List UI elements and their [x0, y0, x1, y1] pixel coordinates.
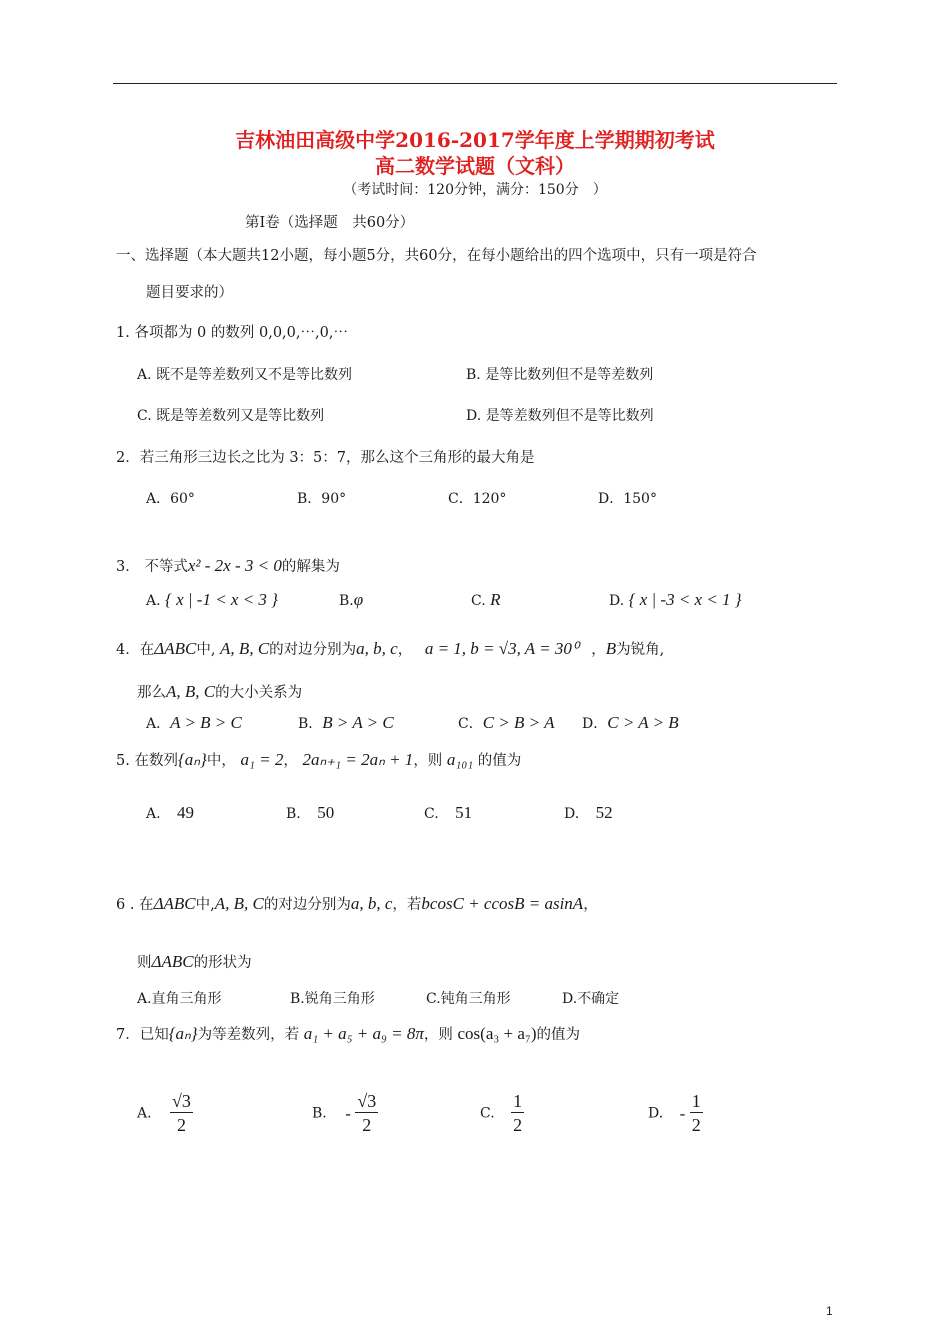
q7-option-d-denominator: 2	[691, 1115, 701, 1135]
q3-option-b-math: φ	[353, 590, 364, 609]
q3-option-d-label: D.	[609, 593, 625, 609]
q7-option-b-label: B.	[312, 1105, 327, 1122]
q4-option-c	[458, 713, 554, 733]
q6-option-b: B.锐角三角形	[290, 991, 375, 1007]
q7-option-c-denominator: 2	[513, 1115, 523, 1135]
q7-stem	[116, 1023, 580, 1044]
q4-option-d-math: C > A > B	[607, 713, 679, 732]
q2-option-d: D．150°	[598, 491, 657, 507]
q5-option-c-label: C.	[424, 806, 439, 822]
q4-stem-text: 的对边分别为	[269, 642, 357, 658]
volume-heading: 第Ⅰ卷（选择题 共60分）	[245, 215, 415, 231]
q5-option-d-label: D.	[564, 806, 580, 822]
q5-option-a-value: 49	[177, 803, 195, 822]
q4-line2-prefix: 那么	[137, 685, 166, 701]
q3-inequality: x² - 2x - 3 < 0	[187, 556, 282, 575]
q7-option-d-sign: -	[679, 1103, 686, 1123]
q5-option-d-value: 52	[595, 803, 613, 822]
q6-stem: 6 . 在ΔABC中,A, B, C的对边分别为a, b, c，若bcosC + ccosB = asinA，	[116, 894, 598, 913]
section-heading-line2: 题目要求的）	[146, 285, 233, 301]
q5-option-a-label: A.	[146, 806, 161, 822]
q4-option-b	[298, 713, 394, 733]
q3-option-d	[609, 590, 742, 610]
q4-option-d-label: D．	[582, 716, 608, 732]
q7-option-a-fraction	[170, 1090, 193, 1137]
q5-condition-2: 2aₙ₊₁ = 2aₙ + 1	[302, 750, 414, 769]
q6-option-c: C.钝角三角形	[426, 991, 511, 1007]
q7-option-b-sign: -	[345, 1103, 351, 1123]
q4-option-a-math: A > B > C	[170, 713, 242, 732]
q2-option-b: B．90°	[297, 491, 347, 507]
q1-option-c: C. 既是等差数列又是等比数列	[137, 408, 325, 424]
q7-option-b-numerator: √3	[357, 1091, 377, 1111]
q4-stem-end: 为锐角,	[616, 642, 665, 658]
q3-stem	[116, 555, 340, 576]
section-heading-line1: 一、选择题（本大题共12小题，每小题5分，共60分，在每小题给出的四个选项中，只有一项是符合	[116, 248, 757, 264]
exam-title-line1: 吉林油田高级中学2016-2017学年度上学期期初考试	[235, 128, 715, 152]
q3-option-b-label: B.	[339, 593, 354, 609]
q6-angles: A, B, C	[214, 894, 264, 913]
q5-stem: 5. 在数列{aₙ}中， a₁ = 2， 2aₙ₊₁ = 2aₙ + 1，则 a₁₀₁ 的值为	[116, 750, 522, 769]
q5-sequence: {aₙ}	[177, 750, 207, 769]
q6-option-a: A.直角三角形	[137, 991, 222, 1007]
q3-option-a-math: { x | -1 < x < 3 }	[165, 590, 278, 609]
q5-target: a₁₀₁	[446, 750, 474, 769]
q7-stem-prefix: 7．已知	[116, 1027, 169, 1043]
q5-stem-prefix: 5. 在数列	[116, 753, 178, 769]
q4-option-d	[582, 713, 679, 733]
q3-option-a-label: A.	[146, 593, 161, 609]
q3-stem-prefix: 3． 不等式	[116, 559, 188, 575]
q6-triangle: ΔABC	[153, 894, 196, 913]
q7-stem-then: ，则	[423, 1027, 453, 1043]
q6-stem-mid: 中,	[195, 897, 215, 913]
q1-option-a: A. 既不是等差数列又不是等比数列	[137, 367, 353, 383]
exam-title-line2: 高二数学试题（文科）	[375, 154, 575, 178]
q5-stem-end: 的值为	[477, 753, 522, 769]
q7-option-b	[312, 1090, 378, 1137]
q4-triangle: ΔABC	[154, 639, 197, 658]
q5-stem-mid: 中，	[206, 753, 236, 769]
q6-line2-suffix: 的形状为	[193, 955, 252, 971]
q1-option-b: B. 是等比数列但不是等差数列	[466, 367, 654, 383]
top-rule	[113, 83, 837, 84]
q7-sequence: {aₙ}	[168, 1024, 198, 1043]
q7-option-d	[648, 1090, 703, 1137]
q4-line2-suffix: 的大小关系为	[215, 685, 303, 701]
q5-option-b	[286, 803, 334, 823]
q6-stem-text: 的对边分别为	[263, 897, 351, 913]
q6-line2-triangle: ΔABC	[151, 952, 194, 971]
q4-option-a-label: A．	[146, 716, 171, 732]
q4-option-a	[146, 713, 242, 733]
q6-condition: bcosC + ccosB = asinA	[421, 894, 584, 913]
q7-option-c-label: C.	[480, 1105, 495, 1122]
q7-stem-end: 的值为	[536, 1027, 581, 1043]
q6-stem-if: ，若	[392, 897, 422, 913]
q3-stem-suffix: 的解集为	[281, 559, 340, 575]
q7-option-b-denominator: 2	[362, 1115, 372, 1135]
q3-option-b	[339, 590, 363, 610]
q3-option-a	[146, 590, 278, 610]
q6-stem-line2	[137, 951, 252, 972]
q6-option-d: D.不确定	[562, 991, 620, 1007]
q7-expression: cos(a₃ + a₇)	[457, 1024, 537, 1043]
q4-stem-line2	[137, 681, 302, 702]
exam-info: （考试时间：120分钟，满分：150分 ）	[343, 182, 607, 198]
q5-option-b-label: B.	[286, 806, 301, 822]
q4-sides: a, b, c	[356, 639, 398, 658]
q4-angles: A, B, C	[220, 639, 270, 658]
q5-option-c-value: 51	[455, 803, 473, 822]
q7-option-c-fraction	[511, 1090, 524, 1137]
q7-option-a-denominator: 2	[176, 1115, 186, 1135]
q5-option-d	[564, 803, 613, 823]
q1-stem: 1. 各项都为 0 的数列 0,0,0,⋯,0,⋯	[116, 325, 348, 341]
q7-option-a-label: A.	[137, 1105, 152, 1122]
q2-option-a: A．60°	[146, 491, 195, 507]
q7-option-d-numerator: 1	[691, 1091, 701, 1111]
q1-option-d: D. 是等差数列但不是等比数列	[466, 408, 654, 424]
q7-stem-mid: 为等差数列，若	[197, 1027, 300, 1043]
q7-option-d-fraction	[690, 1090, 703, 1137]
q4-stem-mid: 中,	[196, 642, 216, 658]
q7-option-a	[137, 1090, 193, 1137]
q6-stem-prefix: 6 . 在	[116, 897, 154, 913]
q7-option-c	[480, 1090, 524, 1137]
q5-option-b-value: 50	[317, 803, 335, 822]
q3-option-c-math: R	[490, 590, 501, 609]
q3-option-d-math: { x | -3 < x < 1 }	[628, 590, 742, 609]
q2-option-c: C．120°	[448, 491, 507, 507]
q6-sides: a, b, c	[350, 894, 393, 913]
q7-option-d-label: D.	[648, 1105, 664, 1122]
q4-option-c-math: C > B > A	[482, 713, 555, 732]
q3-option-c	[471, 590, 501, 610]
q4-option-c-label: C．	[458, 716, 483, 732]
q2-stem: 2．若三角形三边长之比为 3：5：7，那么这个三角形的最大角是	[116, 450, 535, 466]
q5-stem-then: ，则	[413, 753, 443, 769]
q5-option-c	[424, 803, 472, 823]
q4-stem-prefix: 4．在	[116, 642, 155, 658]
q5-option-a	[146, 803, 194, 823]
q7-option-a-numerator: √3	[172, 1091, 191, 1111]
page-number: 1	[826, 1304, 833, 1318]
q5-condition-1: a₁ = 2	[240, 750, 284, 769]
q7-condition: a₁ + a₅ + a₉ = 8π	[303, 1024, 424, 1043]
q4-angle-b: B	[605, 639, 617, 658]
q4-line2-angles: A, B, C	[166, 682, 216, 701]
q3-option-c-label: C.	[471, 593, 486, 609]
q7-option-c-numerator: 1	[513, 1091, 523, 1111]
q4-stem: 4．在ΔABC中, A, B, C的对边分别为a, b, c， a = 1, b = √3, A = 30⁰ ，B为锐角,	[116, 639, 665, 658]
q4-option-b-math: B > A > C	[322, 713, 394, 732]
q4-condition: a = 1, b = √3, A = 30⁰	[424, 639, 579, 658]
q7-option-b-fraction	[355, 1090, 378, 1137]
q6-line2-prefix: 则	[137, 955, 152, 971]
q4-option-b-label: B．	[298, 716, 323, 732]
